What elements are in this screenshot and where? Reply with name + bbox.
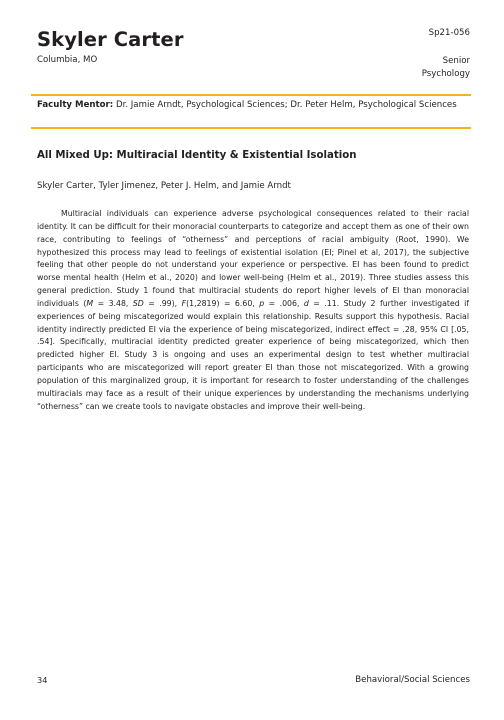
stat-p-label: p [259, 298, 265, 308]
stat-sd-label: SD [132, 298, 144, 308]
mentor-label: Faculty Mentor: [37, 100, 114, 110]
abstract-authors: Skyler Carter, Tyler Jimenez, Peter J. Helm, and Jamie Arndt [37, 181, 291, 191]
abstract-code: Sp21-056 [428, 28, 470, 38]
stat-p-value: = .006, [264, 298, 304, 308]
stat-d-label: d [303, 298, 309, 308]
section-label: Behavioral/Social Sciences [355, 675, 470, 685]
student-year: Senior [442, 56, 470, 66]
stat-sd-value: = .99), [143, 298, 182, 308]
student-year-major [422, 55, 470, 81]
stat-f-value: (1,2819) = 6.60, [186, 298, 260, 308]
student-name: Skyler Carter [37, 28, 184, 51]
stat-f-label: F [181, 298, 187, 308]
abstract-body [37, 208, 469, 414]
mentor-names: Dr. Jamie Arndt, Psychological Sciences; Dr. Peter Helm, Psychological Sciences [115, 100, 457, 110]
faculty-mentor [37, 99, 467, 113]
stat-m-value: = 3.48, [93, 298, 133, 308]
abstract-text-part2: = .11. Study 2 further investigated if experiences of being miscategorized would explain this relationship. Results support this hypothesis. Racial identity indirectly predicted EI via the experience of being miscategorized, indirect effect = .28, 95% CI [.05, .54]. Specifically, multiracial identity predicted greater experience of being miscategorized, which then predicted higher EI. Study 3 is ongoing and uses an experimental design to test whether multiracial participants who are miscategorized will report greater EI than those not miscategorized. With a growing population of this marginalized group, it is important for research to foster understanding of the challenges multiracials may face as a result of their unique experiences by understanding the mechanisms underlying “otherness” can we create tools to navigate obstacles and improve their well-being. [37, 298, 470, 411]
abstract-text-part1: Multiracial individuals can experience adverse psychological consequences related to their racial identity. It can be difficult for their monoracial counterparts to categorize and accept them as one of their own race, contributing to feelings of “otherness” and perceptions of racial ambiguity (Root, 1990). We hypothesized this process may lead to feelings of existential isolation (EI; Pinel et al, 2017), the subjective feeling that other people do not understand your experience or perspective. EI has been found to predict worse mental health (Helm et al., 2020) and lower well-being (Helm et al., 2019). Three studies assess this general prediction. Study 1 found that multiracial students do report higher levels of EI than monoracial individuals ( [37, 209, 469, 308]
page-number: 34 [37, 675, 48, 685]
student-location: Columbia, MO [37, 55, 98, 65]
stat-m-label: M [86, 298, 94, 308]
student-major: Psychology [421, 69, 470, 79]
abstract-title: All Mixed Up: Multiracial Identity & Existential Isolation [37, 150, 357, 161]
